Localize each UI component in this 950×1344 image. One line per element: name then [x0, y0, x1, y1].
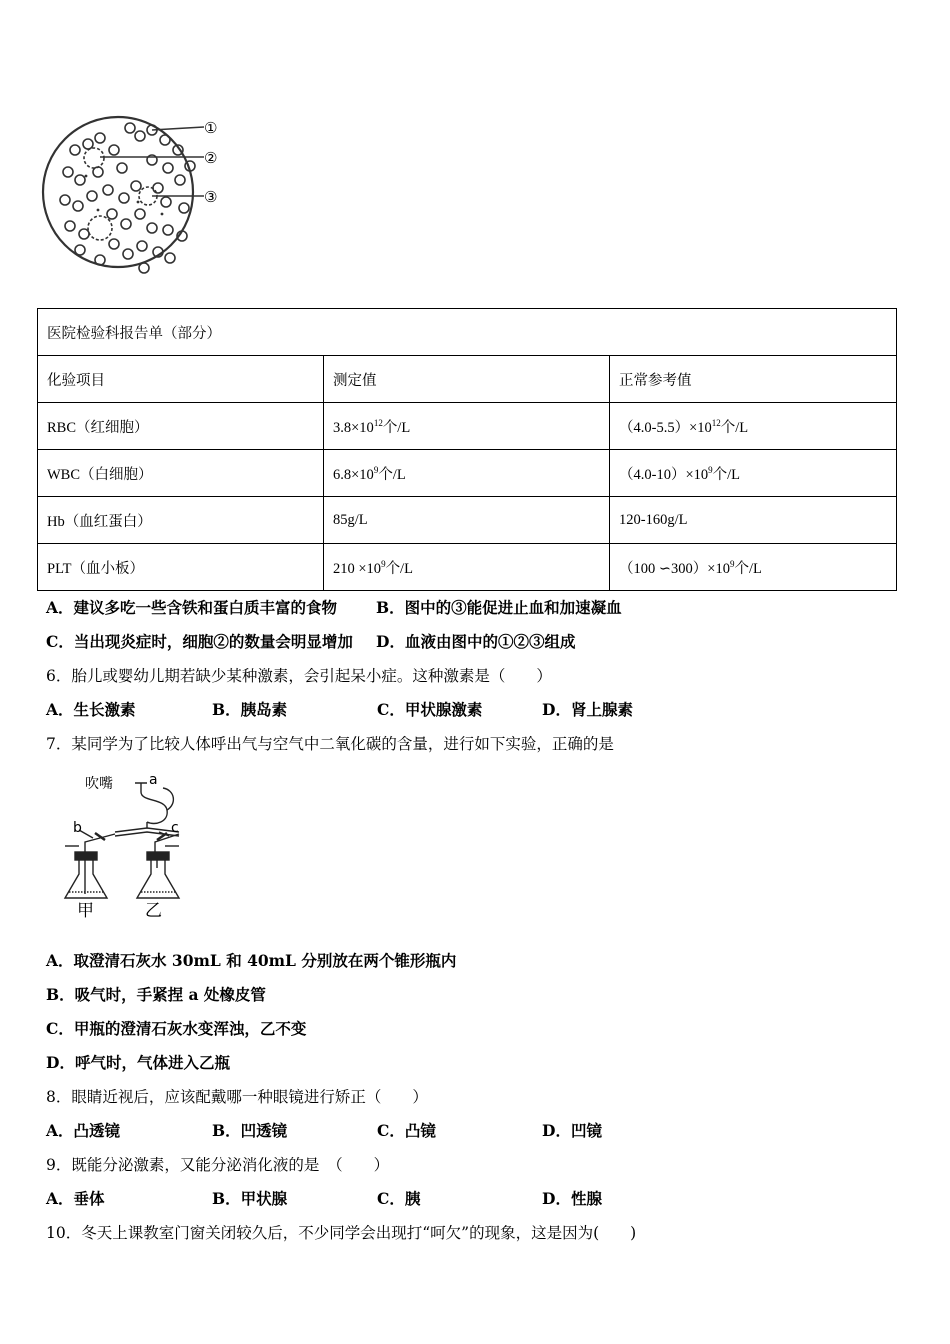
row-value: $3.8\times 10^{12}$个/L [324, 403, 610, 450]
q6-option-d[interactable]: D．肾上腺素 [542, 700, 633, 719]
q10-stem: 10．冬天上课教室门窗关闭较久后，不少同学会出现打“呵欠”的现象，这是因为( ) [46, 1224, 637, 1242]
header-item: 化验项目 [38, 356, 324, 403]
row-reference: （100 $∽300)\times 10^9$个/L [610, 544, 897, 591]
figure-label-yi: 乙 [145, 901, 162, 921]
table-row [38, 450, 897, 497]
figure-label-c: c [171, 820, 179, 836]
figure-label-b: b [73, 820, 82, 836]
table-row [38, 497, 897, 544]
q9-option-b[interactable]: B．甲状腺 [212, 1189, 288, 1208]
co2-experiment-figure [55, 770, 215, 922]
q8-option-a[interactable]: A．凸透镜 [46, 1121, 121, 1140]
table-header-row [38, 356, 897, 403]
header-value: 测定值 [324, 356, 610, 403]
q5-option-a[interactable]: A．建议多吃一些含铁和蛋白质丰富的食物 [46, 598, 338, 617]
q9-option-c[interactable]: C．胰 [377, 1189, 421, 1208]
q9-option-a[interactable]: A．垂体 [46, 1189, 105, 1208]
q5-option-b[interactable]: B．图中的③能促进止血和加速凝血 [376, 598, 622, 617]
figure-label-jia: 甲 [77, 901, 94, 921]
q5-option-c[interactable]: C．当出现炎症时，细胞②的数量会明显增加 [46, 632, 353, 651]
row-reference: $(4.0-10)\times 10^9$个/L [610, 450, 897, 497]
q9-option-d[interactable]: D．性腺 [542, 1189, 602, 1208]
q8-option-b[interactable]: B．凹透镜 [212, 1121, 288, 1140]
row-value: $6.8\times 10^9$个/L [324, 450, 610, 497]
figure-label-3: ③ [204, 188, 218, 206]
table-row [38, 544, 897, 591]
q6-stem: 6．胎儿或婴幼儿期若缺少某种激素，会引起呆小症。这种激素是（ ） [46, 667, 552, 685]
row-value: $210 \times 10^9$个/L [324, 544, 610, 591]
row-item: RBC（红细胞） [38, 403, 324, 450]
row-reference: $(4.0-5.5)\times 10^{12}$个/L [610, 403, 897, 450]
table-row [38, 403, 897, 450]
q7-stem: 7．某同学为了比较人体呼出气与空气中二氧化碳的含量，进行如下实验，正确的是 [46, 735, 614, 753]
q7-option-a[interactable]: A．取澄清石灰水 30mL 和 40mL 分别放在两个锥形瓶内 [46, 951, 457, 970]
lab-report-table [37, 308, 897, 591]
q8-option-d[interactable]: D．凹镜 [542, 1121, 602, 1140]
q8-option-c[interactable]: C．凸镜 [377, 1121, 436, 1140]
q5-option-d[interactable]: D．血液由图中的①②③组成 [376, 632, 576, 651]
row-item: Hb（血红蛋白） [38, 497, 324, 544]
q6-option-a[interactable]: A．生长激素 [46, 700, 136, 719]
blood-smear-figure [40, 110, 240, 285]
report-title: 医院检验科报告单（部分） [38, 309, 897, 356]
q6-option-c[interactable]: C．甲状腺激素 [377, 700, 483, 719]
row-reference: 120-160g/L [610, 497, 897, 544]
row-value: 85g/L [324, 497, 610, 544]
q7-option-d[interactable]: D．呼气时，气体进入乙瓶 [46, 1053, 230, 1072]
q7-option-c[interactable]: C．甲瓶的澄清石灰水变浑浊，乙不变 [46, 1019, 307, 1038]
figure-label-1: ① [204, 119, 218, 137]
figure-label-a: a [149, 772, 158, 788]
row-item: WBC（白细胞） [38, 450, 324, 497]
header-reference: 正常参考值 [610, 356, 897, 403]
figure-label-2: ② [204, 149, 218, 167]
row-item: PLT（血小板） [38, 544, 324, 591]
q9-stem: 9．既能分泌激素，又能分泌消化液的是 （ ） [46, 1156, 390, 1174]
figure-label-mouthpiece: 吹嘴 [85, 776, 113, 792]
q8-stem: 8．眼睛近视后，应该配戴哪一种眼镜进行矫正（ ） [46, 1088, 428, 1106]
q7-option-b[interactable]: B．吸气时，手紧捏 a 处橡皮管 [46, 985, 266, 1004]
q6-option-b[interactable]: B．胰岛素 [212, 700, 288, 719]
